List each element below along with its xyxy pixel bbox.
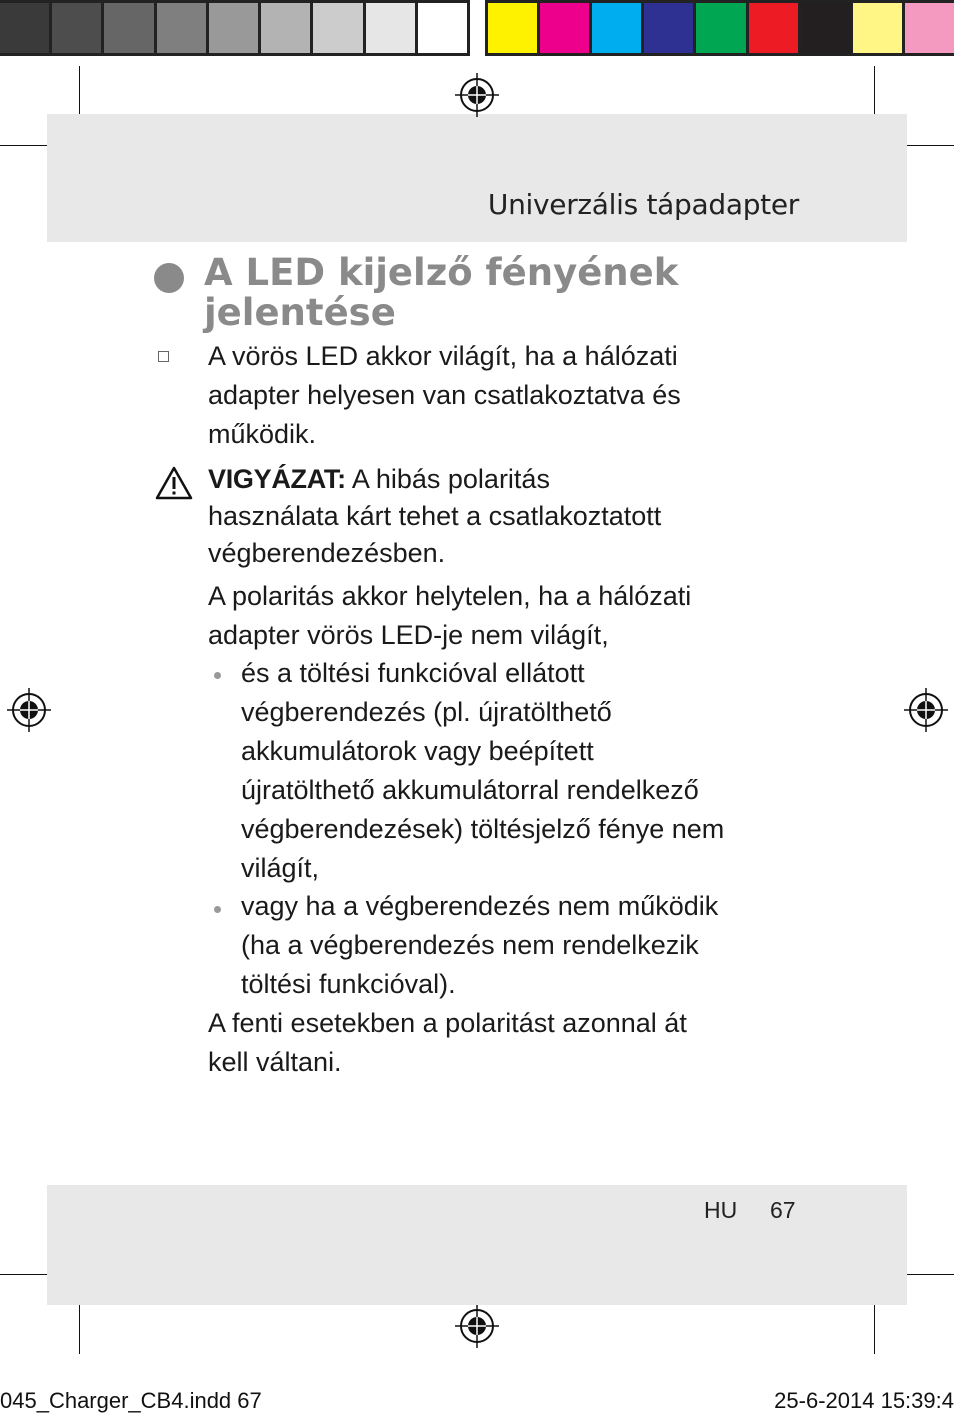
polarity-intro bbox=[208, 577, 798, 655]
text-line: akkumulátorok vagy beépített bbox=[241, 736, 594, 766]
list-item bbox=[241, 887, 801, 1004]
text-line: végberendezések) töltésjelző fénye nem bbox=[241, 814, 725, 844]
text-line: végberendezés (pl. újratölthető bbox=[241, 697, 612, 727]
text-line: használata kárt tehet a csatlakoztatott bbox=[208, 501, 662, 531]
gray-swatch bbox=[313, 3, 362, 53]
crop-mark bbox=[874, 1298, 875, 1354]
text-line: végberendezésben. bbox=[208, 538, 446, 568]
gray-swatch bbox=[366, 3, 415, 53]
color-swatch bbox=[905, 3, 954, 53]
gray-swatch bbox=[0, 3, 49, 53]
list-bullet-icon bbox=[214, 906, 221, 913]
gray-swatch bbox=[418, 3, 467, 53]
text-line: A polaritás akkor helytelen, ha a hálózati bbox=[208, 581, 692, 611]
registration-mark-icon bbox=[455, 73, 499, 117]
color-swatch bbox=[592, 3, 641, 53]
list-item bbox=[241, 654, 801, 888]
gray-swatch bbox=[261, 3, 310, 53]
crop-mark bbox=[79, 1298, 80, 1354]
gray-swatch bbox=[52, 3, 101, 53]
gray-swatch bbox=[209, 3, 258, 53]
registration-mark-icon bbox=[904, 688, 948, 732]
slug-filename: 045_Charger_CB4.indd 67 bbox=[0, 1388, 262, 1413]
led-description bbox=[208, 337, 798, 454]
text-line: adapter helyesen van csatlakoztatva és bbox=[208, 380, 681, 410]
header-title: Univerzális tápadapter bbox=[487, 188, 799, 221]
closing-paragraph bbox=[208, 1004, 798, 1082]
text-line: kell váltani. bbox=[208, 1047, 342, 1077]
checkbox-bullet-icon bbox=[158, 351, 169, 362]
gray-swatch bbox=[157, 3, 206, 53]
section-title-line: jelentése bbox=[204, 291, 396, 334]
color-swatch bbox=[696, 3, 745, 53]
text-line: újratölthető akkumulátorral rendelkező bbox=[241, 775, 699, 805]
text-line: és a töltési funkcióval ellátott bbox=[241, 658, 585, 688]
color-swatch bbox=[540, 3, 589, 53]
slug-datetime: 25-6-2014 15:39:4 bbox=[774, 1388, 954, 1413]
text-line: A fenti esetekben a polaritást azonnal át bbox=[208, 1008, 687, 1038]
warning-triangle-icon bbox=[155, 466, 193, 500]
color-swatch bbox=[488, 3, 537, 53]
color-swatch bbox=[853, 3, 902, 53]
text-line: (ha a végberendezés nem rendelkezik bbox=[241, 930, 699, 960]
text-line: adapter vörös LED-je nem világít, bbox=[208, 620, 609, 650]
registration-mark-icon bbox=[455, 1304, 499, 1348]
gray-swatch bbox=[104, 3, 153, 53]
color-swatch bbox=[801, 3, 850, 53]
page-number: 67 bbox=[770, 1197, 796, 1223]
text-line: működik. bbox=[208, 419, 317, 449]
process-color-bar bbox=[485, 0, 954, 56]
language-code: HU bbox=[704, 1197, 738, 1223]
text-line: világít, bbox=[241, 853, 320, 883]
header-band bbox=[47, 114, 907, 242]
warning-label: VIGYÁZAT: bbox=[208, 464, 346, 494]
color-swatch bbox=[749, 3, 798, 53]
warning-first-line bbox=[208, 461, 798, 498]
registration-mark-icon bbox=[7, 688, 51, 732]
text-line: A vörös LED akkor világít, ha a hálózati bbox=[208, 341, 678, 371]
section-title bbox=[204, 253, 804, 333]
section-bullet-icon bbox=[154, 263, 184, 293]
list-bullet-icon bbox=[214, 672, 221, 679]
grayscale-color-bar bbox=[0, 0, 470, 56]
text-line: vagy ha a végberendezés nem működik bbox=[241, 891, 719, 921]
warning-block bbox=[208, 461, 798, 572]
text-line: töltési funkcióval). bbox=[241, 969, 456, 999]
section-title-line: A LED kijelző fényének bbox=[204, 251, 679, 294]
warning-text: A hibás polaritás bbox=[345, 464, 550, 494]
color-swatch bbox=[644, 3, 693, 53]
